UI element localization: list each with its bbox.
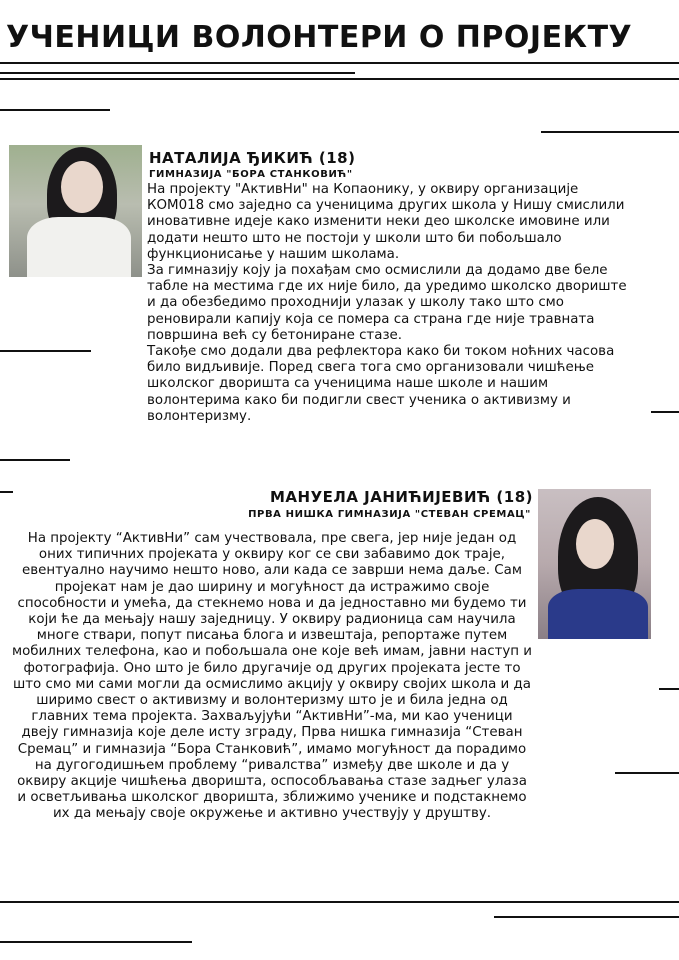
student-1-text [147, 182, 634, 425]
divider-bottom-left [0, 941, 192, 943]
student-2-photo [538, 489, 651, 639]
student-1-school: ГИМНАЗИЈА "БОРА СТАНКОВИЋ" [149, 169, 353, 180]
student-2-name: МАНУЕЛА ЈАНИЋИЈЕВИЋ (18) [269, 488, 533, 506]
photo-shirt [548, 589, 648, 639]
divider-top-2 [0, 72, 355, 74]
divider-top-full [0, 62, 679, 64]
divider-right-2 [651, 411, 679, 413]
divider-right-3 [659, 688, 679, 690]
page-title: УЧЕНИЦИ ВОЛОНТЕРИ О ПРОЈЕКТУ [6, 20, 633, 55]
divider-right-1 [541, 131, 679, 133]
divider-top-3 [0, 78, 679, 80]
photo-face [61, 161, 103, 213]
student-1-paragraph-3: Такође смо додали два рефлектора како би током ноћних часова било видљивије. Поред свега тога смо организовали чишћење школског дворишта са ученицима наше школе и нашим волонтерима како би подигли свест ученика о активизму и волонтеризму. [147, 344, 615, 424]
student-1-paragraph-1: На пројекту "АктивНи" на Копаонику, у оквиру организације КОМ018 смо заједно са ученицима других школа у Нишу смислили иновативне идеје како изменити неки део школске имовине или додати нешто што не постоји у школи што би побољшало функционисање у нашим школама. [147, 182, 625, 262]
divider-bottom-right [494, 916, 679, 918]
divider-left-4 [0, 491, 13, 493]
student-2-text: На пројекту “АктивНи” сам учествовала, пре свега, јер није један од оних типичних пројеката у оквиру ког се сви забавимо док траје, евентуално научимо нешто ново, али када се заврши нема даље. Сам пројекат нам је дао ширину и могућност да истражимо своје способности и умећа, да стекнемо нова и да једноставно ми будемо ти који ће да мењају нашу заједницу. У оквиру радионица сам научила многе ствари, попут писања блога и извештаја, репортаже путем мобилних телефона, као и побољшала оне које већ имам, јавни наступ и фотографија. Оно што је било другачије од других пројеката јесте то што смо ми сами могли да осмислимо акцију у оквиру својих школа и да ширимо свест о активизму и волонтеризму што је и била једна од главних тема пројекта. Захваљујући “АктивНи”-ма, ми као ученици двеју гимназија које деле исту зграду, Прва нишка гимназија “Стеван Сремац” и гимназија “Бора Станковић”, имамо могућност да порадимо на дугогодишњем проблему “ривалства” између две школе и да у оквиру акције чишћења дворишта, оспособљавања стазе задњег улаза и осветљивања школског дворишта, зближимо ученике и подстакнемо их да мењају своје окружење и активно учествују у друштву. [11, 531, 533, 822]
divider-left-2 [0, 350, 91, 352]
photo-shirt [27, 217, 131, 277]
student-1-paragraph-2: За гимназију коју ја похађам смо осмислили да додамо две беле табле на местима где их није било, да уредимо школско двориште и да обезбедимо проходнији улазак у школу тако што смо реновирали капију која се помера са страна где није травната површина већ су бетониране стазе. [147, 263, 627, 343]
student-1-photo [9, 145, 142, 277]
divider-left-1 [0, 109, 110, 111]
divider-bottom-full [0, 901, 679, 903]
divider-left-3 [0, 459, 70, 461]
student-1-name: НАТАЛИЈА ЂИКИЋ (18) [149, 149, 356, 167]
divider-right-4 [615, 772, 679, 774]
photo-face [576, 519, 614, 569]
student-2-school: ПРВА НИШКА ГИМНАЗИЈА "СТЕВАН СРЕМАЦ" [248, 509, 531, 520]
